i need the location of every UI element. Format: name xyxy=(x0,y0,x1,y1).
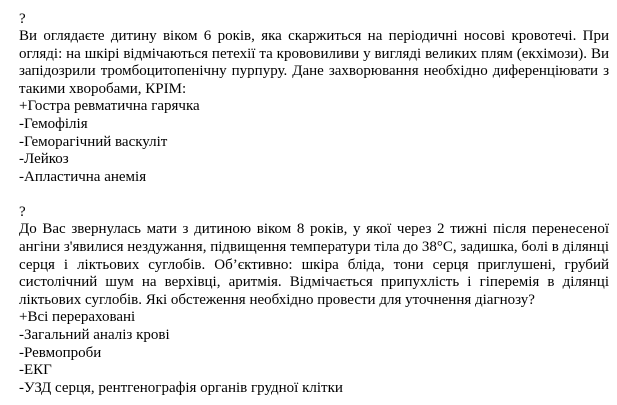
question-text: Ви оглядаєте дитину віком 6 років, яка скаржиться на періодичні носові кровотечі. При огляді: на шкірі відмічаються петехії та крововиливи у вигляді великих плям (екхімози). Ви запідозрили тромбоцитопенічну пурпуру. Дане захворювання необхідно диференціювати з такими хворобами, КРІМ: xyxy=(19,28,609,97)
answer-option: -Апластична анемія xyxy=(19,168,147,185)
question-1 xyxy=(19,11,609,186)
answer-option: -УЗД серця, рентгенографія органів грудної клітки xyxy=(19,379,343,396)
answer-option: -Загальний аналіз крові xyxy=(19,326,170,343)
question-text: До Вас звернулась мати з дитиною віком 8 років, у якої через 2 тижні після перенесеної ангіни з'явилися нездужання, підвищення температури тіла до 38°С, задишка, болі в ділянці серця і ліктьових суглобів. Об’єктивно: шкіра бліда, тони серця приглушені, грубий систолічний шум на верхівці, аритмія. Відмічається припухлість і гіперемія в ділянці ліктьових суглобів. Які обстеження необхідно провести для уточнення діагнозу? xyxy=(19,221,609,308)
question-marker: ? xyxy=(19,11,26,27)
answer-option: +Гостра ревматична гарячка xyxy=(19,98,200,115)
answer-option: -ЕКГ xyxy=(19,362,52,379)
answer-option: +Всі перераховані xyxy=(19,309,136,326)
answer-option: -Лейкоз xyxy=(19,151,69,168)
question-marker: ? xyxy=(19,204,26,221)
question-2 xyxy=(19,204,609,397)
answer-option: -Геморагічний васкуліт xyxy=(19,133,168,150)
document-body xyxy=(19,11,609,397)
answer-options xyxy=(19,98,609,186)
answer-option: -Гемофілія xyxy=(19,115,88,132)
answer-option: -Ревмопроби xyxy=(19,344,102,361)
answer-options xyxy=(19,309,609,397)
